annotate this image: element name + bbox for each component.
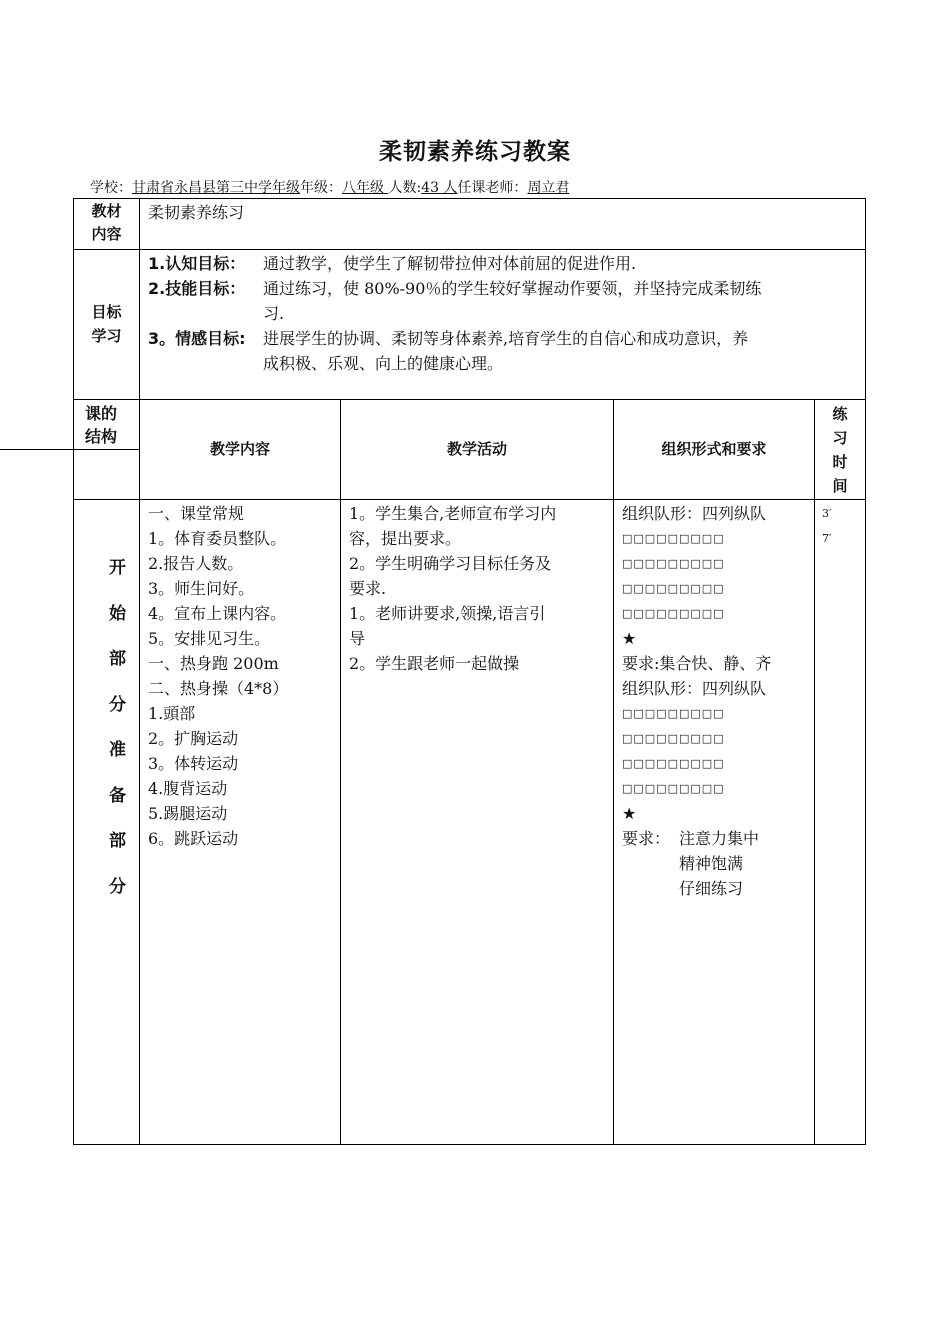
list-item: 1.頭部 [148, 704, 196, 723]
requirement-item: 仔细练习 [679, 879, 744, 898]
list-item: 2。扩胸运动 [148, 729, 239, 748]
organization-content [622, 501, 812, 901]
time-header: 练 习 时 间 [832, 405, 848, 495]
textbook-content: 柔韧素养练习 [148, 203, 245, 222]
list-item: 一、课堂常规 [148, 504, 245, 523]
formation-row: □□□□□□□□□ [622, 707, 725, 720]
goal-emotion: 3。情感目标: 进展学生的协调、柔韧等身体素养,培育学生的自信心和成功意识，养 成积极、乐观、向上的健康心理。 [148, 329, 749, 373]
requirement-block: 要求： 注意力集中 精神饱满 仔细练习 [622, 826, 812, 901]
formation-row: □□□□□□□□□ [622, 782, 725, 795]
section-label: 开 始 部 分 准 备 部 分 [109, 558, 126, 897]
formation-row: □□□□□□□□□ [622, 532, 725, 545]
activity-header: 教学活动 [446, 440, 507, 458]
teacher-star-icon: ★ [622, 629, 637, 648]
goal-cognitive: 1.认知目标： 通过教学，使学生了解韧带拉伸对体前屈的促进作用. [148, 254, 637, 273]
list-item: 1。学生集合,老师宣布学习内 [349, 504, 557, 523]
school-label: 学校： [90, 180, 132, 196]
requirement-text: 要求:集合快、静、齐 [622, 654, 772, 673]
list-item: 一、热身跑 200m [148, 654, 279, 673]
formation-title: 组织队形：四列纵队 [622, 504, 767, 523]
formation-row: □□□□□□□□□ [622, 607, 725, 620]
page-title: 柔韧素养练习教案 [379, 139, 571, 165]
count-label: 人数: [388, 180, 422, 196]
grade-label: 年级： [300, 180, 342, 196]
formation-row: □□□□□□□□□ [622, 757, 725, 770]
goals-label: 目标 学习 [91, 303, 122, 345]
formation-row: □□□□□□□□□ [622, 582, 725, 595]
formation-row: □□□□□□□□□ [622, 557, 725, 570]
list-item: 5。安排见习生。 [148, 629, 271, 648]
list-item: 容，提出要求。 [349, 529, 462, 548]
goal-skill: 2.技能目标： 通过练习，使 80%-90％的学生较好掌握动作要领，并坚持完成柔韧练 习. [148, 279, 762, 323]
formation-title: 组织队形：四列纵队 [622, 679, 767, 698]
teaching-activity [349, 501, 611, 676]
school-value: 甘肃省永昌县第三中学年级 [132, 180, 300, 196]
list-item: 导 [349, 629, 366, 648]
list-item: 二、热身操（4*8） [148, 679, 289, 698]
teacher-star-icon: ★ [622, 804, 637, 823]
list-item: 2。学生跟老师一起做操 [349, 654, 520, 673]
time-values [822, 501, 862, 551]
goals-content [148, 251, 863, 376]
list-item: 3。体转运动 [148, 754, 239, 773]
structure-header: 课的 结构 [84, 404, 117, 446]
textbook-label: 教材 内容 [91, 202, 122, 243]
list-item: 4.腹背运动 [148, 779, 228, 798]
organization-header: 组织形式和要求 [661, 440, 767, 458]
list-item: 5.踢腿运动 [148, 804, 228, 823]
requirement-item: 精神饱满 [679, 854, 744, 873]
list-item: 6。跳跃运动 [148, 829, 239, 848]
list-item: 4。宣布上课内容。 [148, 604, 287, 623]
count-value: 43 人 [421, 180, 458, 196]
formation-row: □□□□□□□□□ [622, 732, 725, 745]
grade-value: 八年级 [342, 180, 389, 196]
list-item: 要求. [349, 579, 387, 598]
list-item: 2.报告人数。 [148, 554, 244, 573]
time-value: 3′ [822, 507, 832, 520]
content-header: 教学内容 [209, 440, 270, 458]
teacher-value: 周立君 [527, 180, 570, 196]
list-item: 2。学生明确学习目标任务及 [349, 554, 552, 573]
requirement-item: 注意力集中 [679, 829, 760, 848]
list-item: 3。师生问好。 [148, 579, 255, 598]
list-item: 1。老师讲要求,领操,语言引 [349, 604, 546, 623]
list-item: 1。体育委员整队。 [148, 529, 287, 548]
lesson-info [90, 177, 569, 197]
teaching-content [148, 501, 338, 851]
time-value: 7′ [822, 532, 832, 545]
teacher-label: 任课老师： [457, 180, 528, 196]
